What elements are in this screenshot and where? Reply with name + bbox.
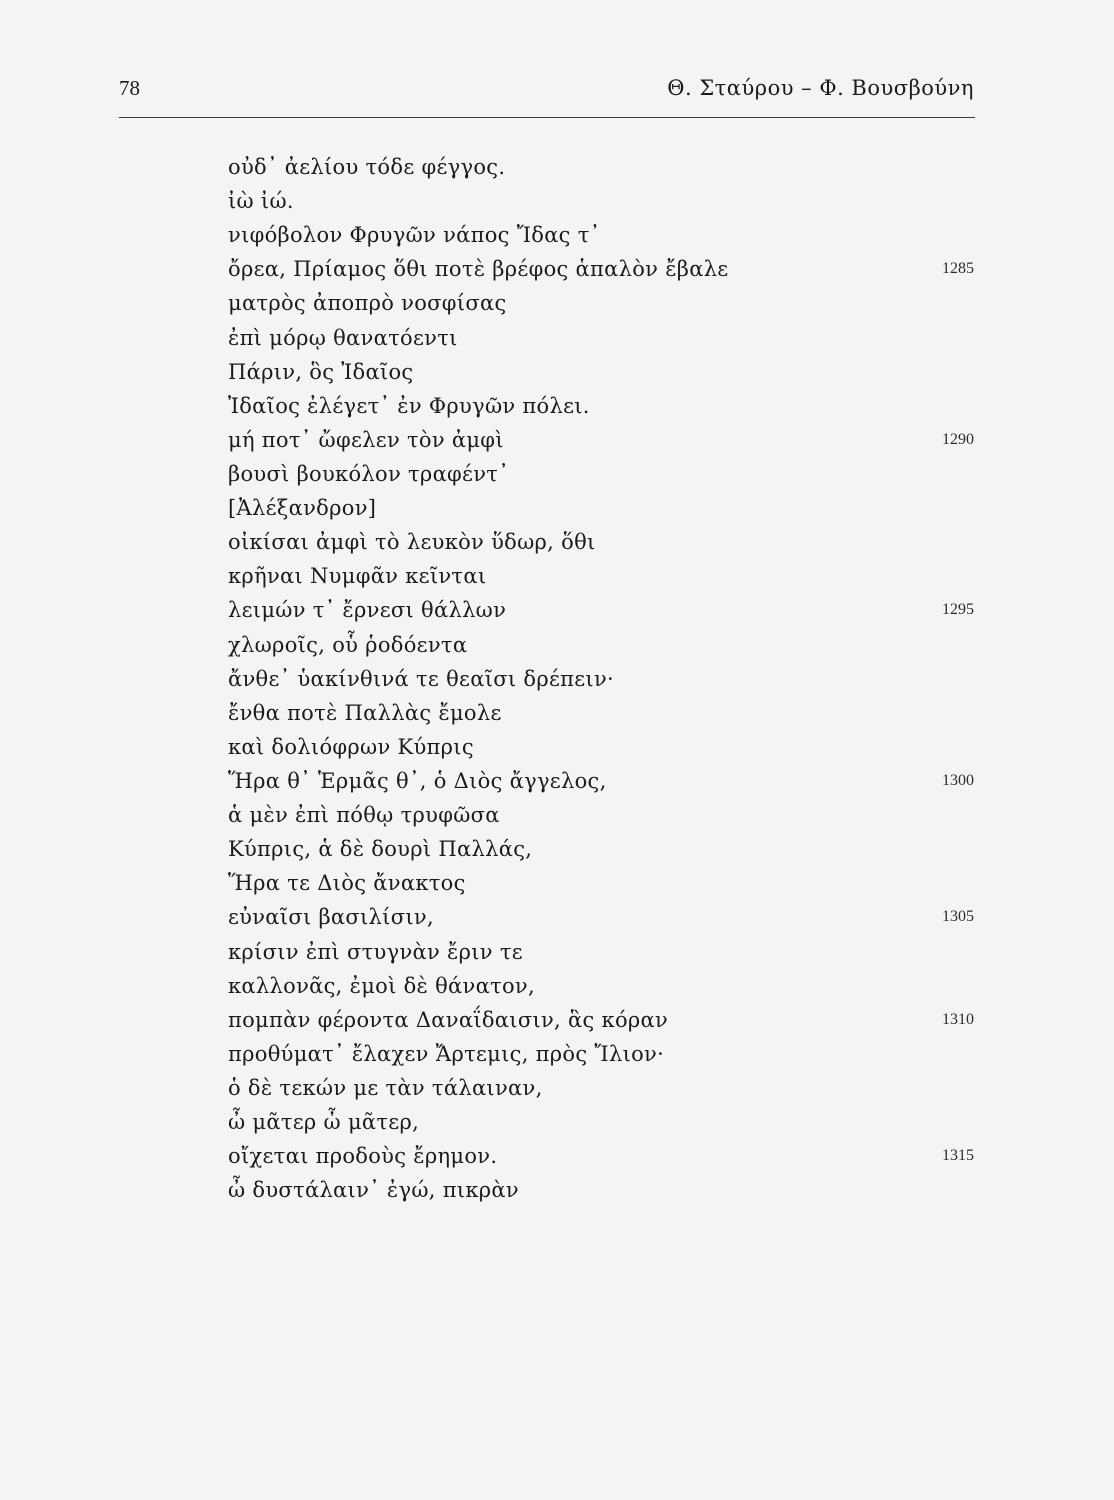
verse-line-text: Ἰδαῖος ἐλέγετ᾽ ἐν Φρυγῶν πόλει. xyxy=(228,393,590,418)
verse-line xyxy=(0,730,1114,764)
verse-line xyxy=(0,457,1114,491)
verse-line xyxy=(0,764,1114,798)
verse-line-text: οἰκίσαι ἀμφὶ τὸ λευκὸν ὕδωρ, ὅθι xyxy=(228,530,596,555)
verse-line-text: καλλονᾶς, ἐμοὶ δὲ θάνατον, xyxy=(228,973,535,998)
verse-line xyxy=(0,900,1114,934)
verse-line-text: ὄρεα, Πρίαμος ὅθι ποτὲ βρέφος ἁπαλὸν ἔβαλε xyxy=(228,257,729,282)
verse-line xyxy=(0,628,1114,662)
verse-line-text: [Ἀλέξανδρον] xyxy=(228,496,377,521)
line-number: 1290 xyxy=(942,430,974,448)
line-number: 1315 xyxy=(942,1147,974,1165)
verse-line-text: ὦ δυστάλαιν᾽ ἐγώ, πικρὰν xyxy=(228,1178,519,1203)
verse-line-text: ἐπὶ μόρῳ θανατόεντι xyxy=(228,325,458,350)
verse-line xyxy=(0,252,1114,286)
verse-line xyxy=(0,150,1114,184)
verse-line xyxy=(0,1071,1114,1105)
verse-line xyxy=(0,184,1114,218)
verse-line-text: οἴχεται προδοὺς ἔρημον. xyxy=(228,1144,498,1169)
verse-line xyxy=(0,525,1114,559)
verse-line xyxy=(0,696,1114,730)
verse-line xyxy=(0,1105,1114,1139)
verse-line xyxy=(0,286,1114,320)
verse-line-text: Ἥρα θ᾽ Ἑρμᾶς θ᾽, ὁ Διὸς ἄγγελος, xyxy=(228,768,607,793)
verse-line-text: καὶ δολιόφρων Κύπρις xyxy=(228,734,474,759)
header-rule xyxy=(119,117,975,118)
verse-line-text: εὐναῖσι βασιλίσιν, xyxy=(228,905,434,930)
verse-line xyxy=(0,1037,1114,1071)
verse-line xyxy=(0,355,1114,389)
verse-line-text: ἁ μὲν ἐπὶ πόθῳ τρυφῶσα xyxy=(228,803,500,828)
line-number: 1285 xyxy=(942,260,974,278)
verse-text-block xyxy=(0,150,1114,1207)
verse-line xyxy=(0,423,1114,457)
verse-line xyxy=(0,1173,1114,1207)
verse-line xyxy=(0,662,1114,696)
verse-line-text: Πάριν, ὃς Ἰδαῖος xyxy=(228,359,414,384)
line-number: 1300 xyxy=(942,771,974,789)
verse-line xyxy=(0,832,1114,866)
verse-line xyxy=(0,593,1114,627)
verse-line xyxy=(0,321,1114,355)
verse-line-text: κρῆναι Νυμφᾶν κεῖνται xyxy=(228,564,487,589)
verse-line-text: ματρὸς ἀποπρὸ νοσφίσας xyxy=(228,291,507,316)
verse-line-text: πομπὰν φέροντα Δαναΐδαισιν, ἃς κόραν xyxy=(228,1007,669,1032)
verse-line-text: ἰὼ ἰώ. xyxy=(228,189,294,214)
line-number: 1305 xyxy=(942,908,974,926)
verse-line xyxy=(0,969,1114,1003)
verse-line-text: προθύματ᾽ ἔλαχεν Ἄρτεμις, πρὸς Ἴλιον· xyxy=(228,1041,665,1066)
running-head: Θ. Σταύρου – Φ. Βουσβούνη xyxy=(667,76,974,100)
verse-line xyxy=(0,389,1114,423)
verse-line-text: Κύπρις, ἁ δὲ δουρὶ Παλλάς, xyxy=(228,837,533,862)
verse-line-text: νιφόβολον Φρυγῶν νάπος Ἴδας τ᾽ xyxy=(228,223,601,248)
verse-line xyxy=(0,218,1114,252)
verse-line xyxy=(0,935,1114,969)
verse-line-text: ἄνθε᾽ ὑακίνθινά τε θεαῖσι δρέπειν· xyxy=(228,666,614,691)
verse-line-text: οὐδ᾽ ἀελίου τόδε φέγγος. xyxy=(228,155,506,179)
verse-line xyxy=(0,491,1114,525)
verse-line-text: κρίσιν ἐπὶ στυγνὰν ἔριν τε xyxy=(228,939,523,964)
verse-line-text: μή ποτ᾽ ὤφελεν τὸν ἀμφὶ xyxy=(228,427,504,452)
verse-line-text: ἔνθα ποτὲ Παλλὰς ἔμολε xyxy=(228,700,502,725)
verse-line-text: λειμών τ᾽ ἔρνεσι θάλλων xyxy=(228,598,507,623)
verse-line-text: βουσὶ βουκόλον τραφέντ᾽ xyxy=(228,461,510,486)
verse-line xyxy=(0,798,1114,832)
line-number: 1310 xyxy=(942,1010,974,1028)
verse-line-text: Ἥρα τε Διὸς ἄνακτος xyxy=(228,871,466,896)
verse-line-text: ὁ δὲ τεκών με τὰν τάλαιναν, xyxy=(228,1075,543,1100)
page-number: 78 xyxy=(119,76,140,100)
verse-line xyxy=(0,559,1114,593)
verse-line xyxy=(0,866,1114,900)
verse-line-text: χλωροῖς, οὗ ῥοδόεντα xyxy=(228,632,468,657)
verse-line xyxy=(0,1139,1114,1173)
verse-line-text: ὦ μᾶτερ ὦ μᾶτερ, xyxy=(228,1110,420,1135)
verse-line xyxy=(0,1003,1114,1037)
line-number: 1295 xyxy=(942,601,974,619)
